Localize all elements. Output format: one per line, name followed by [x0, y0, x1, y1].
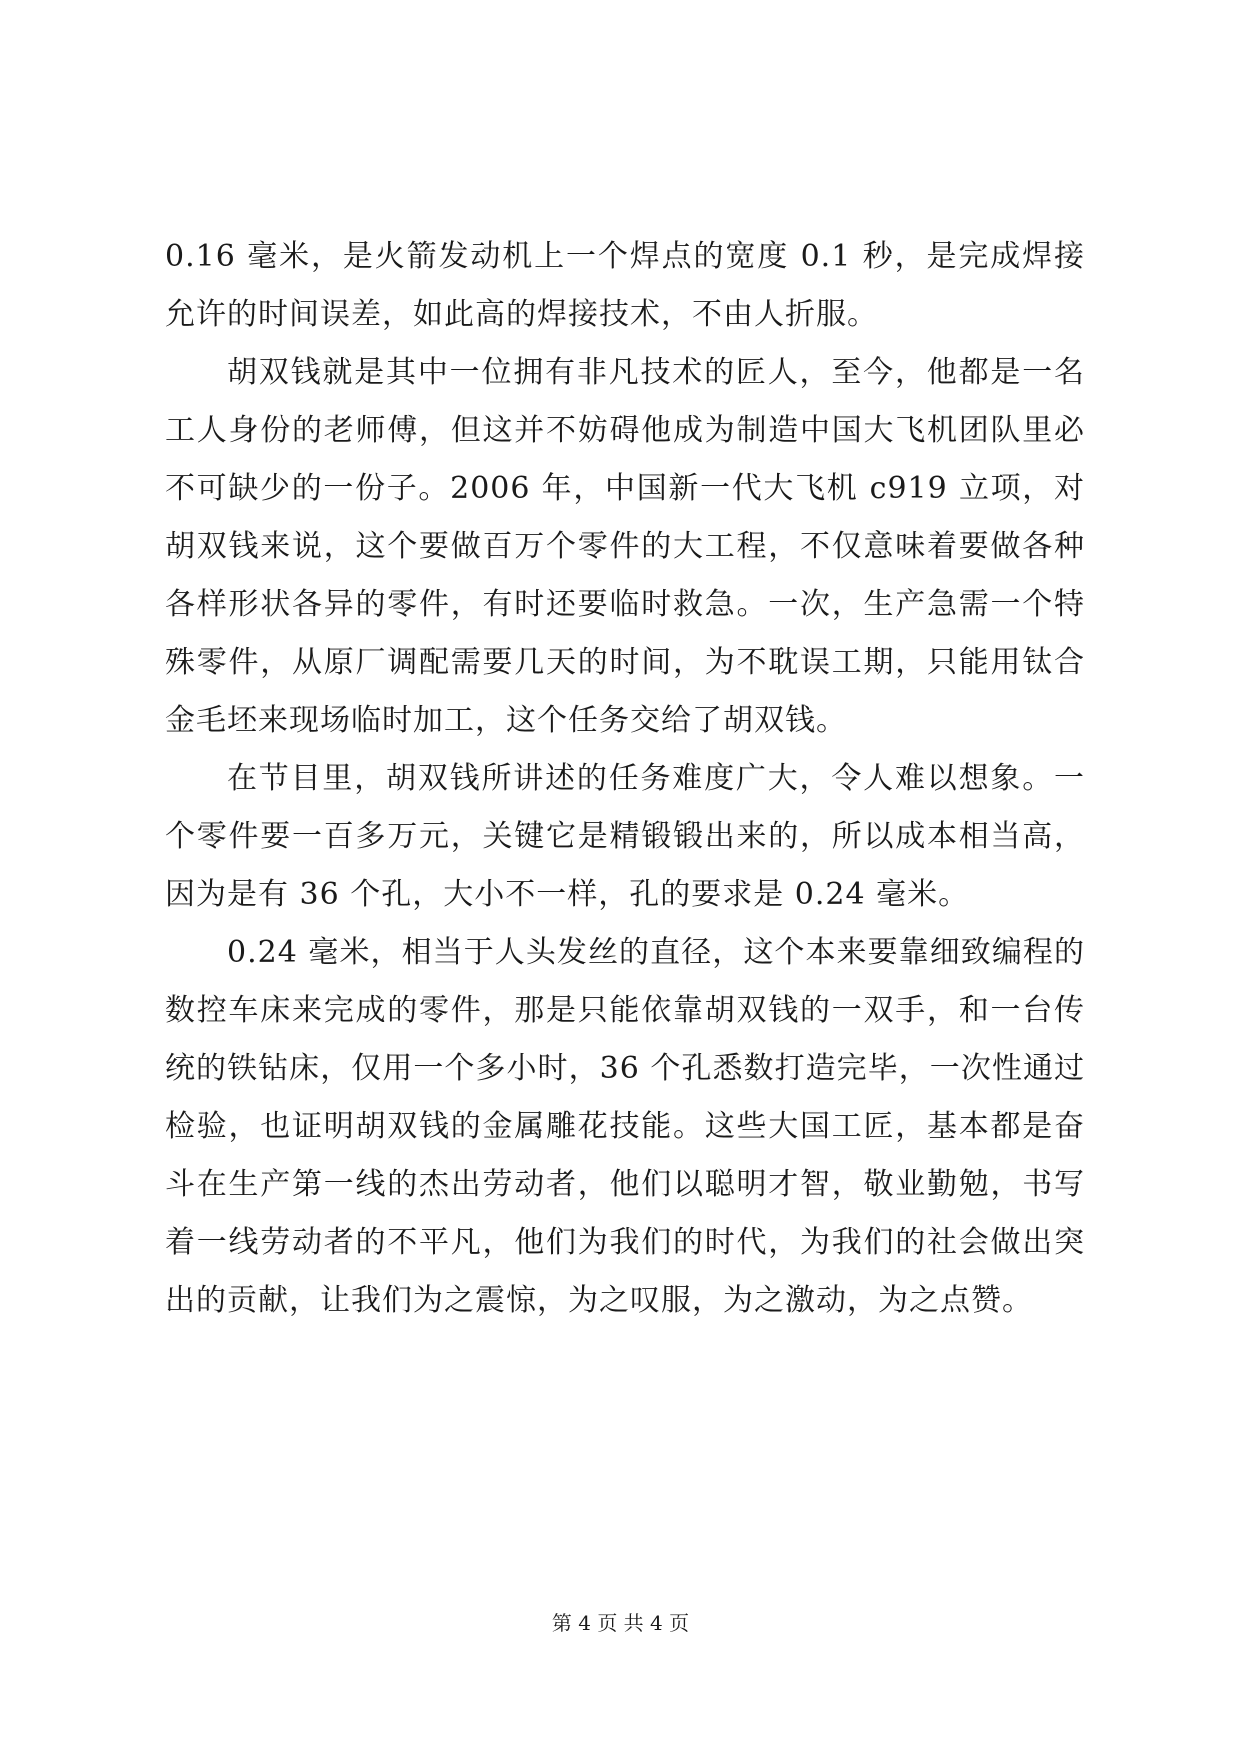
document-body	[165, 228, 1085, 1330]
paragraph-3: 在节目里，胡双钱所讲述的任务难度广大，令人难以想象。一个零件要一百多万元，关键它是精锻锻出来的，所以成本相当高，因为是有 36 个孔，大小不一样，孔的要求是 0.24 毫米。	[165, 761, 1085, 912]
page-number-footer: 第 4 页 共 4 页	[551, 1611, 690, 1635]
paragraph-1: 0.16 毫米，是火箭发动机上一个焊点的宽度 0.1 秒，是完成焊接允许的时间误差，如此高的焊接技术，不由人折服。	[165, 239, 1085, 332]
paragraph-2: 胡双钱就是其中一位拥有非凡技术的匠人，至今，他都是一名工人身份的老师傅，但这并不妨碍他成为制造中国大飞机团队里必不可缺少的一份子。2006 年，中国新一代大飞机 c919 立项，对胡双钱来说，这个要做百万个零件的大工程，不仅意味着要做各种各样形状各异的零件，有时还要临时救急。一次，生产急需一个特殊零件，从原厂调配需要几天的时间，为不耽误工期，只能用钛合金毛坯来现场临时加工，这个任务交给了胡双钱。	[165, 355, 1085, 738]
paragraph-4: 0.24 毫米，相当于人头发丝的直径，这个本来要靠细致编程的数控车床来完成的零件，那是只能依靠胡双钱的一双手，和一台传统的铁钻床，仅用一个多小时，36 个孔悉数打造完毕，一次性通过检验，也证明胡双钱的金属雕花技能。这些大国工匠，基本都是奋斗在生产第一线的杰出劳动者，他们以聪明才智，敬业勤勉，书写着一线劳动者的不平凡，他们为我们的时代，为我们的社会做出突出的贡献，让我们为之震惊，为之叹服，为之激动，为之点赞。	[165, 935, 1085, 1318]
